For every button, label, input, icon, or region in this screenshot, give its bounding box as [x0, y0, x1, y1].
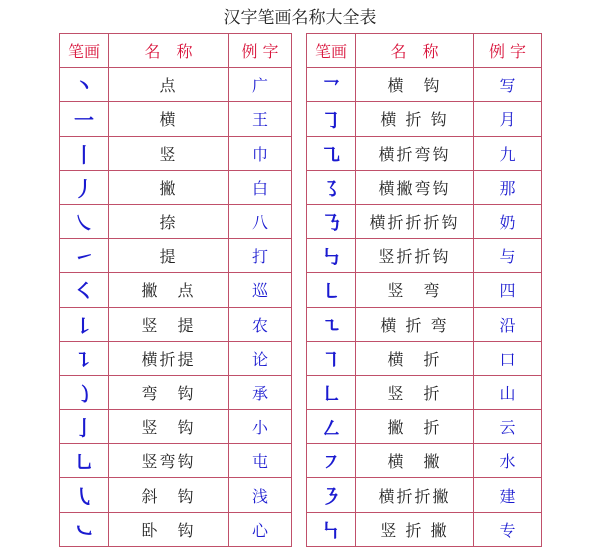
- stroke-glyph: ㇇: [307, 444, 356, 478]
- header-stroke: 笔画: [307, 34, 356, 68]
- example-char: 口: [474, 341, 542, 375]
- table-row: [60, 239, 292, 273]
- stroke-name: 横折弯钩: [356, 136, 474, 170]
- stroke-glyph: ㇏: [60, 204, 109, 238]
- example-char: 农: [229, 307, 292, 341]
- stroke-name: 横折提: [109, 341, 229, 375]
- table-row: [307, 410, 542, 444]
- table-row: [307, 102, 542, 136]
- stroke-glyph: ㇆: [307, 102, 356, 136]
- stroke-name: 卧 钩: [109, 512, 229, 546]
- stroke-name: 撇: [109, 170, 229, 204]
- table-row: [307, 239, 542, 273]
- stroke-glyph: 丿: [60, 170, 109, 204]
- stroke-glyph: ㇋: [307, 478, 356, 512]
- stroke-glyph: ㇄: [307, 273, 356, 307]
- stroke-glyph: ㇗: [307, 375, 356, 409]
- stroke-name: 竖弯钩: [109, 444, 229, 478]
- stroke-glyph: ㇍: [307, 307, 356, 341]
- example-char: 八: [229, 204, 292, 238]
- table-row: [307, 68, 542, 102]
- example-char: 专: [474, 512, 542, 546]
- stroke-name: 横撇弯钩: [356, 170, 474, 204]
- stroke-name: 竖折折钩: [356, 239, 474, 273]
- example-char: 云: [474, 410, 542, 444]
- stroke-glyph: ㇖: [307, 68, 356, 102]
- example-char: 浅: [229, 478, 292, 512]
- table-row: [307, 478, 542, 512]
- table-row: [60, 204, 292, 238]
- table-row: [60, 444, 292, 478]
- example-char: 白: [229, 170, 292, 204]
- example-char: 月: [474, 102, 542, 136]
- stroke-name: 横 折: [356, 341, 474, 375]
- page-title: 汉字笔画名称大全表: [223, 8, 377, 28]
- example-char: 九: [474, 136, 542, 170]
- table-row: [60, 375, 292, 409]
- example-char: 打: [229, 239, 292, 273]
- stroke-glyph: ㇉: [307, 239, 356, 273]
- header-example: 例 字: [474, 34, 542, 68]
- stroke-glyph: ㇕: [307, 341, 356, 375]
- stroke-name: 横折折撇: [356, 478, 474, 512]
- stroke-glyph: ㇞: [307, 512, 356, 546]
- table-row: [307, 444, 542, 478]
- stroke-glyph: ㇌: [307, 170, 356, 204]
- header-row: [60, 34, 292, 68]
- table-row: [60, 341, 292, 375]
- header-row: [307, 34, 542, 68]
- stroke-glyph: ㇃: [60, 512, 109, 546]
- example-char: 那: [474, 170, 542, 204]
- example-char: 与: [474, 239, 542, 273]
- stroke-glyph: ㇂: [60, 478, 109, 512]
- example-char: 写: [474, 68, 542, 102]
- stroke-table-right: [306, 33, 542, 547]
- example-char: 山: [474, 375, 542, 409]
- stroke-name: 点: [109, 68, 229, 102]
- stroke-glyph: ㇜: [307, 410, 356, 444]
- table-row: [307, 136, 542, 170]
- table-row: [307, 512, 542, 546]
- table-row: [60, 307, 292, 341]
- stroke-glyph: ㇊: [60, 341, 109, 375]
- stroke-name: 横 撇: [356, 444, 474, 478]
- example-char: 广: [229, 68, 292, 102]
- stroke-glyph: 亅: [60, 410, 109, 444]
- example-char: 建: [474, 478, 542, 512]
- stroke-glyph: 一: [60, 102, 109, 136]
- example-char: 巾: [229, 136, 292, 170]
- header-stroke: 笔画: [60, 34, 109, 68]
- table-row: [60, 478, 292, 512]
- stroke-name: 横: [109, 102, 229, 136]
- header-name: 名 称: [356, 34, 474, 68]
- stroke-name: 斜 钩: [109, 478, 229, 512]
- stroke-name: 横 钩: [356, 68, 474, 102]
- table-row: [60, 68, 292, 102]
- header-example: 例 字: [229, 34, 292, 68]
- stroke-name: 竖 弯: [356, 273, 474, 307]
- example-char: 王: [229, 102, 292, 136]
- stroke-name: 竖 折 撇: [356, 512, 474, 546]
- example-char: 屯: [229, 444, 292, 478]
- example-char: 论: [229, 341, 292, 375]
- stroke-name: 撇 折: [356, 410, 474, 444]
- stroke-name: 弯 钩: [109, 375, 229, 409]
- table-row: [307, 204, 542, 238]
- stroke-name: 横 折 弯: [356, 307, 474, 341]
- stroke-glyph: ㇟: [60, 444, 109, 478]
- stroke-name: 提: [109, 239, 229, 273]
- stroke-name: 横折折折钩: [356, 204, 474, 238]
- stroke-name: 竖 折: [356, 375, 474, 409]
- table-row: [60, 136, 292, 170]
- stroke-table-left: [59, 33, 292, 547]
- table-row: [307, 170, 542, 204]
- stroke-name: 竖 钩: [109, 410, 229, 444]
- stroke-glyph: 丨: [60, 136, 109, 170]
- example-char: 沿: [474, 307, 542, 341]
- table-row: [60, 512, 292, 546]
- stroke-glyph: ㇁: [60, 375, 109, 409]
- stroke-name: 撇 点: [109, 273, 229, 307]
- header-name: 名 称: [109, 34, 229, 68]
- example-char: 心: [229, 512, 292, 546]
- example-char: 奶: [474, 204, 542, 238]
- example-char: 小: [229, 410, 292, 444]
- stroke-name: 竖 提: [109, 307, 229, 341]
- example-char: 水: [474, 444, 542, 478]
- table-row: [307, 307, 542, 341]
- stroke-glyph: ㇈: [307, 136, 356, 170]
- stroke-glyph: ㇙: [60, 307, 109, 341]
- table-row: [60, 410, 292, 444]
- table-row: [307, 341, 542, 375]
- example-char: 巡: [229, 273, 292, 307]
- table-row: [60, 102, 292, 136]
- stroke-glyph: ㇀: [60, 239, 109, 273]
- stroke-name: 捺: [109, 204, 229, 238]
- stroke-name: 横 折 钩: [356, 102, 474, 136]
- example-char: 承: [229, 375, 292, 409]
- example-char: 四: [474, 273, 542, 307]
- stroke-name: 竖: [109, 136, 229, 170]
- stroke-glyph: ㇡: [307, 204, 356, 238]
- table-row: [60, 273, 292, 307]
- table-row: [307, 273, 542, 307]
- stroke-glyph: 丶: [60, 68, 109, 102]
- table-row: [60, 170, 292, 204]
- stroke-glyph: ㇛: [60, 273, 109, 307]
- table-row: [307, 375, 542, 409]
